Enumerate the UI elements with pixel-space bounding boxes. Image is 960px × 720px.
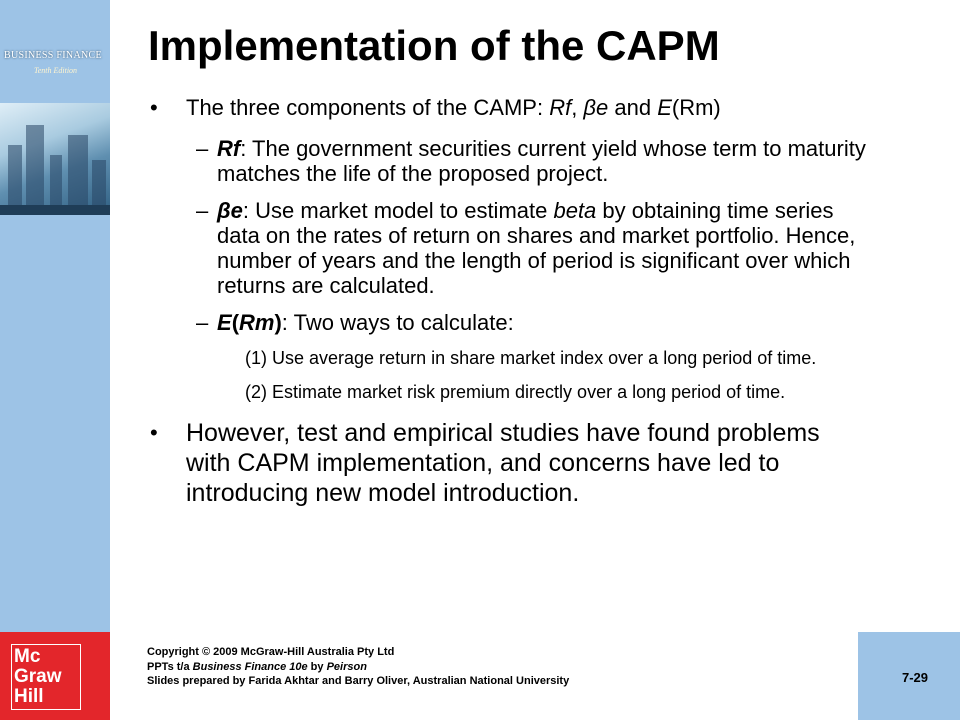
dash-marker: – (196, 136, 209, 161)
method-2: (2) Estimate market risk premium directly over a long period of time. (245, 382, 786, 402)
sub-bullet-erm: – E(Rm): Two ways to calculate: (196, 310, 514, 335)
dash-marker: – (196, 198, 209, 223)
footer-credits (147, 645, 569, 689)
beta-symbol: β (583, 95, 596, 120)
slide-title: Implementation of the CAPM (148, 22, 720, 69)
bullet-marker: • (150, 420, 158, 445)
book-cover-title: BUSINESS FINANCE (4, 50, 102, 61)
sub-bullet-beta: – βe: Use market model to estimate beta by obtaining time series data on the rates of return on shares and market portfolio. Hence, number of years and the length of period is significant over which returns are calculated. (196, 198, 856, 298)
book-cover-edition: Tenth Edition (34, 66, 78, 75)
left-accent-bar (0, 0, 110, 632)
beta-symbol: β (217, 198, 231, 223)
logo-text: Mc Graw Hill (14, 646, 62, 707)
ppts-line: PPTs t/a Business Finance 10e by Peirson (147, 660, 367, 673)
book-cover-thumbnail (0, 103, 110, 215)
bullet-empirical-studies: • However, test and empirical studies have found problems with CAPM implementation, and concerns have led to introducing new model introduction. (150, 419, 820, 507)
bullet-marker: • (150, 95, 158, 120)
slide-content (150, 94, 930, 508)
slides-prepared-line: Slides prepared by Farida Akhtar and Barry Oliver, Australian National University (147, 675, 570, 687)
copyright-line: Copyright © 2009 McGraw-Hill Australia Pty Ltd (147, 646, 395, 658)
page-number: 7-29 (902, 670, 929, 685)
bullet-camp-components: • The three components of the CAMP: Rf, βe and E(Rm) (150, 95, 721, 120)
method-1: (1) Use average return in share market index over a long period of time. (245, 348, 817, 368)
dash-marker: – (196, 310, 209, 335)
sub-bullet-rf: – Rf: The government securities current yield whose term to maturity matches the life of the proposed project. (196, 136, 866, 186)
